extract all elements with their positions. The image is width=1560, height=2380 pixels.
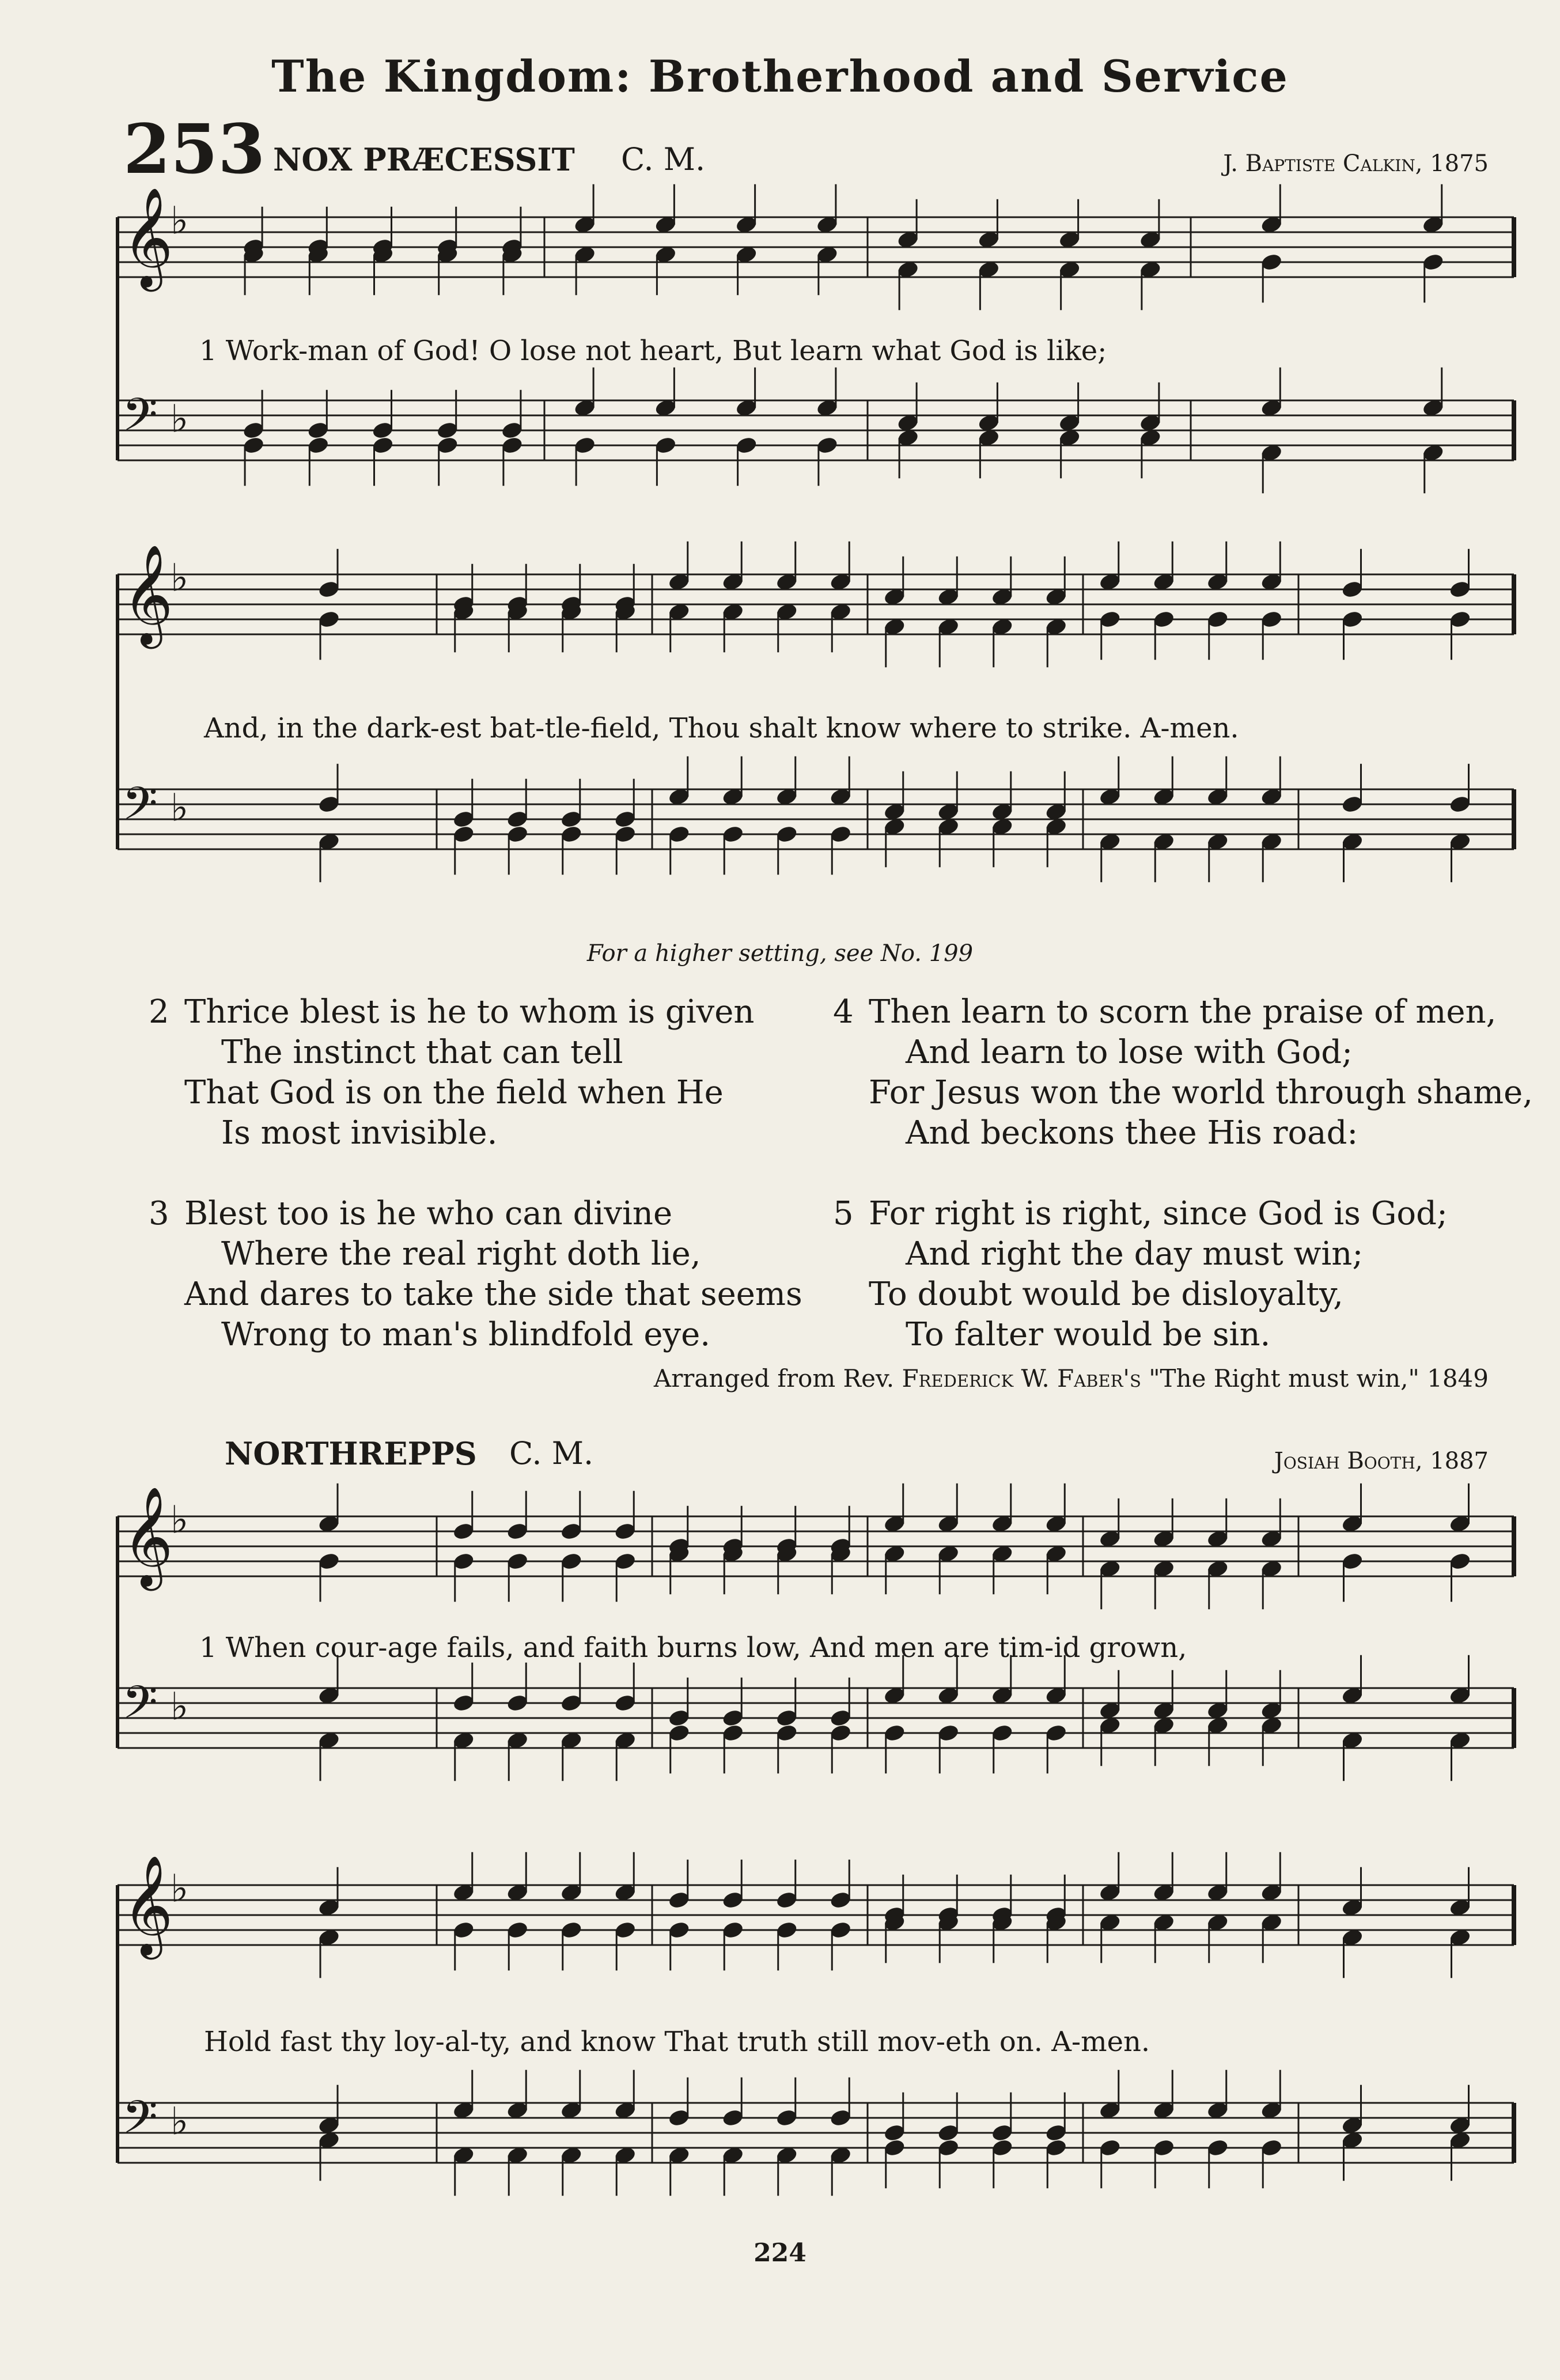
stanza-number: 3 [149, 1195, 169, 1232]
stanza-line: Thrice blest is he to whom is given [184, 993, 755, 1031]
stanza-line: Where the real right doth lie, [221, 1235, 701, 1273]
page-number: 224 [754, 2238, 806, 2268]
treble-staff [118, 1486, 1514, 1591]
stanza-line: The instinct that can tell [221, 1034, 623, 1071]
credit-prefix: Arranged from Rev. [653, 1364, 902, 1393]
composer-credit: J. Baptiste Calkin, 1875 [1223, 150, 1489, 177]
tune-name-nox-praecessit: NOX PRÆCESSIT [273, 141, 575, 178]
flat-icon: ♭ [171, 1866, 189, 1911]
stanza-line: And learn to lose with God; [906, 1034, 1353, 1071]
treble-staff [118, 544, 1514, 649]
flat-icon: ♭ [171, 198, 189, 243]
treble-clef-icon: 𝄞 [122, 544, 173, 645]
stanza-5 [833, 1194, 1448, 1355]
stanza-number: 5 [833, 1195, 854, 1232]
tune-meter: C. M. [621, 141, 706, 177]
stanza-line: For Jesus won the world through shame, [869, 1074, 1534, 1111]
music-system-2 [0, 544, 1560, 930]
credit-suffix: "The Right must win," 1849 [1141, 1364, 1489, 1393]
stanza-line: And right the day must win; [906, 1235, 1364, 1273]
stanza-line: Blest too is he who can divine [184, 1195, 673, 1232]
bass-clef-icon: 𝄢 [122, 1675, 158, 1740]
stanza-line: And dares to take the side that seems [184, 1276, 802, 1313]
bass-clef-icon: 𝄢 [122, 2090, 158, 2155]
flat-icon: ♭ [171, 1684, 189, 1729]
flat-icon: ♭ [171, 2099, 189, 2144]
stanza-line: To doubt would be disloyalty, [869, 1276, 1343, 1313]
credit-author: Frederick W. Faber's [902, 1364, 1141, 1393]
lyric-line-4: Hold fast thy loy-al-ty, and know That truth still mov-eth on. A-men. [204, 2026, 1150, 2058]
stanza-line: And beckons thee His road: [906, 1114, 1358, 1152]
tune-meter-2: C. M. [509, 1435, 594, 1471]
hymn-number: 253 [123, 109, 266, 189]
flat-icon: ♭ [171, 396, 189, 441]
stanza-line: To falter would be sin. [906, 1316, 1271, 1353]
stanza-line: Wrong to man's blindfold eye. [221, 1316, 711, 1353]
stanza-number: 4 [833, 993, 854, 1031]
section-header: The Kingdom: Brotherhood and Service [271, 51, 1289, 102]
bass-clef-icon: 𝄢 [122, 388, 158, 453]
higher-setting-note: For a higher setting, see No. 199 [586, 940, 974, 967]
stanza-4 [833, 992, 1534, 1153]
flat-icon: ♭ [171, 785, 189, 830]
composer-credit-2: Josiah Booth, 1887 [1274, 1448, 1489, 1474]
stanza-line: That God is on the field when He [184, 1074, 724, 1111]
lyric-line-3: 1 When cour-age fails, and faith burns low, And men are tim-id grown, [199, 1632, 1187, 1664]
stanza-3 [149, 1194, 802, 1355]
treble-clef-icon: 𝄞 [122, 1855, 173, 1955]
lyric-line-2: And, in the dark-est bat-tle-field, Thou shalt know where to strike. A-men. [204, 712, 1239, 744]
music-system-3 [0, 1486, 1560, 1849]
treble-clef-icon: 𝄞 [122, 1486, 173, 1587]
stanza-2 [149, 992, 755, 1153]
treble-clef-icon: 𝄞 [122, 187, 173, 287]
flat-icon: ♭ [171, 1497, 189, 1542]
stanza-line: Is most invisible. [221, 1114, 498, 1152]
flat-icon: ♭ [171, 555, 189, 600]
stanza-line: For right is right, since God is God; [869, 1195, 1448, 1232]
stanza-line: Then learn to scorn the praise of men, [869, 993, 1497, 1031]
stanza-number: 2 [149, 993, 169, 1031]
text-credit [654, 1364, 1489, 1393]
lyric-line-1: 1 Work-man of God! O lose not heart, But learn what God is like; [199, 335, 1107, 367]
bass-clef-icon: 𝄢 [122, 777, 158, 842]
tune-name-northrepps: NORTHREPPS [225, 1435, 477, 1472]
